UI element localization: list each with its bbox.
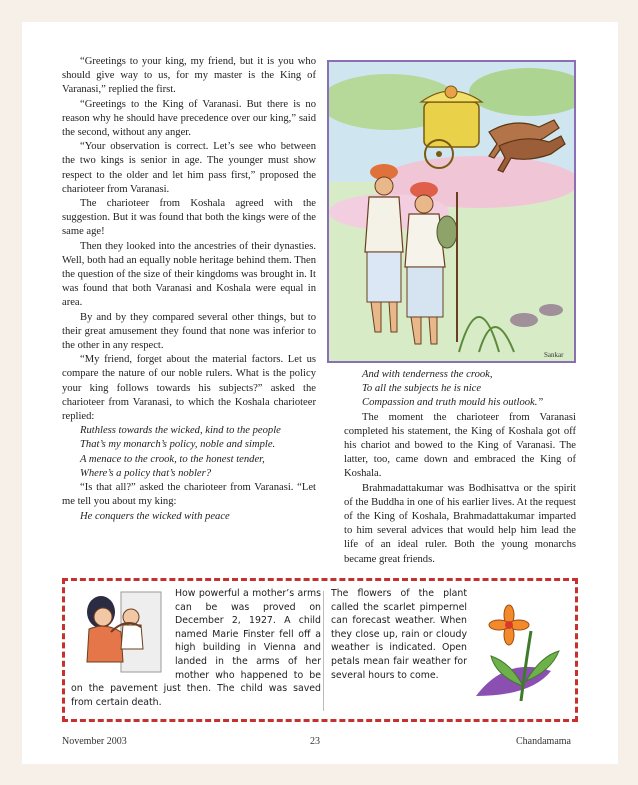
right-paragraph: Brahmadattakumar was Bodhisattva or the spirit of the Buddha in one of his earlier lives. At the request of the King of Koshala, Brahmadattakumar imparted to him several advices that would help him lead the life of an ideal ruler. Both the young monarchs became great friends. [344, 482, 576, 565]
left-paragraph: “Is that all?” asked the charioteer from Varanasi. “Let me tell you about my king: [62, 482, 316, 508]
right-paragraph: The moment the charioteer from Varanasi completed his statement, the King of Koshala got off his chariot and bowed to the King of Varanasi. The latter, too, came down and embraced the King of Koshala. [344, 411, 576, 480]
right-paragraph: To all the subjects he is nice [362, 383, 482, 395]
story-illustration [327, 60, 576, 363]
mother-child-illustration [71, 587, 171, 677]
left-paragraph: By and by they compared several other things, but to their great amusement they found that none was inferior to the other in any respect. [62, 311, 316, 352]
left-paragraph: A menace to the crook, to the honest tender, [80, 453, 265, 465]
left-paragraph: Ruthless towards the wicked, kind to the people [80, 425, 281, 437]
left-paragraph: Where’s a policy that’s nobler? [80, 467, 212, 479]
trivia-right-text: The flowers of the plant called the scarlet pimpernel can forecast weather. When they close up, rain or cloudy weather is indicated. Open petals mean fair weather for several hours to come. [331, 588, 467, 681]
story-right-column [344, 368, 576, 567]
trivia-mother-story [71, 587, 321, 715]
left-paragraph: “Greetings to your king, my friend, but it is you who should give way to us, for my master is the King of Varanasi,” replied the first. [62, 56, 316, 96]
left-paragraph: The charioteer from Koshala agreed with the suggestion. But it was found that both the kings were of the same age! [62, 198, 316, 238]
footer-magazine: Chandamama [516, 736, 571, 747]
scarlet-pimpernel-icon [471, 601, 571, 713]
charioteers-illustration [329, 62, 576, 363]
left-paragraph: That’s my monarch’s policy, noble and simple. [80, 439, 276, 451]
right-paragraph: Compassion and truth mould his outlook.” [362, 397, 544, 409]
left-paragraph: “My friend, forget about the material factors. Let us compare the nature of our noble rulers. What is the policy your king follows towards his subjects?” asked the charioteer from Varanasi, to which the Koshala charioteer replied: [62, 354, 316, 423]
story-left-column [62, 55, 316, 524]
trivia-pimpernel [331, 587, 571, 715]
left-paragraph: “Greetings to the King of Varanasi. But there is no reason why he should have precedence over our king,” said the second, without any anger. [62, 98, 316, 139]
left-paragraph: “Your observation is correct. Let’s see who between the two kings is senior in age. The younger must show respect to the older and let him pass first,” proposed the charioteer from Varanasi. [62, 141, 316, 195]
trivia-left-text: How powerful a mother’s arms can be was proved on December 2, 1927. A child named Marie Finster fell off a high building in Vienna and landed in the arms of her mother who happened to be on the pavement just then. The child was saved from certain death. [71, 588, 321, 708]
trivia-divider [323, 591, 324, 711]
trivia-box [62, 578, 578, 722]
right-paragraph: And with tenderness the crook, [362, 369, 493, 380]
footer-page-number: 23 [310, 736, 320, 747]
artist-signature: Sankar [544, 351, 564, 359]
left-paragraph: He conquers the wicked with peace [80, 510, 230, 522]
left-paragraph: Then they looked into the ancestries of their dynasties. Well, both had an equally noble heritage behind them. Then the question of the size of their kingdoms was brought in. It was found that both Varanasi and Koshala were equal in area. [62, 240, 316, 309]
footer-date: November 2003 [62, 736, 127, 747]
